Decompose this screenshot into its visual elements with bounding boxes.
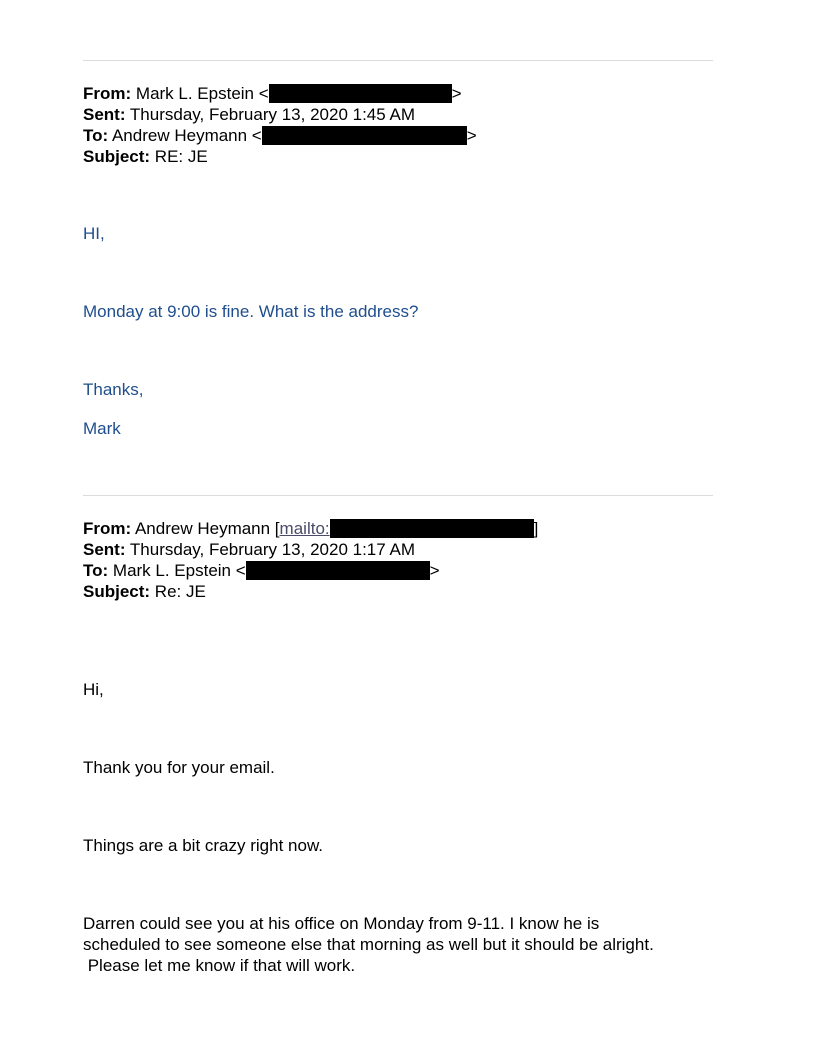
email2-from-line xyxy=(83,518,538,539)
email1-to-label: To: xyxy=(83,126,109,145)
email2-paragraph-line-1: Darren could see you at his office on Monday from 9-11. I know he is xyxy=(83,914,600,933)
email2-greeting: Hi, xyxy=(83,680,104,699)
email2-paragraph-line-3: Please let me know if that will work. xyxy=(83,956,356,975)
email2-body-line-1: Thank you for your email. xyxy=(83,758,275,777)
email2-subject-label: Subject: xyxy=(83,582,151,601)
email1-subject-line xyxy=(83,146,208,167)
email1-subject-label: Subject: xyxy=(83,147,151,166)
email1-subject-value: RE: JE xyxy=(154,147,208,166)
email2-subject-line xyxy=(83,581,206,602)
email1-signoff: Thanks, xyxy=(83,380,144,399)
email2-from-close: ] xyxy=(533,519,539,538)
email1-body-line: Monday at 9:00 is fine. What is the address? xyxy=(83,302,419,321)
email1-to-close: > xyxy=(466,126,477,145)
email2-to-label: To: xyxy=(83,561,109,580)
redaction-box xyxy=(262,126,467,145)
email1-from-line xyxy=(83,83,462,104)
email1-to-name: Andrew Heymann < xyxy=(111,126,262,145)
redaction-box xyxy=(246,561,430,580)
redaction-box xyxy=(330,519,534,538)
email1-to-line xyxy=(83,125,477,146)
email2-from-name: Andrew Heymann [ xyxy=(134,519,280,538)
email2-to-name: Mark L. Epstein < xyxy=(112,561,246,580)
redaction-box xyxy=(269,84,452,103)
email1-sent-value: Thursday, February 13, 2020 1:45 AM xyxy=(129,105,415,124)
email2-from-label: From: xyxy=(83,519,132,538)
email1-from-name: Mark L. Epstein < xyxy=(135,84,269,103)
email2-sent-value: Thursday, February 13, 2020 1:17 AM xyxy=(129,540,415,559)
email2-subject-value: Re: JE xyxy=(154,582,206,601)
email2-body-line-2: Things are a bit crazy right now. xyxy=(83,836,324,855)
email2-sent-label: Sent: xyxy=(83,540,126,559)
email2-sent-line xyxy=(83,539,415,560)
email2-to-line xyxy=(83,560,440,581)
email1-from-close: > xyxy=(451,84,462,103)
email1-sent-label: Sent: xyxy=(83,105,126,124)
email1-signature: Mark xyxy=(83,419,121,438)
email1-greeting: HI, xyxy=(83,224,105,243)
email2-paragraph-line-2: scheduled to see someone else that morning as well but it should be alright. xyxy=(83,935,654,954)
email1-from-label: From: xyxy=(83,84,132,103)
divider-middle xyxy=(83,495,713,496)
mailto-link[interactable]: mailto: xyxy=(279,519,330,538)
divider-top xyxy=(83,60,713,61)
email1-sent-line xyxy=(83,104,415,125)
email2-to-close: > xyxy=(429,561,440,580)
